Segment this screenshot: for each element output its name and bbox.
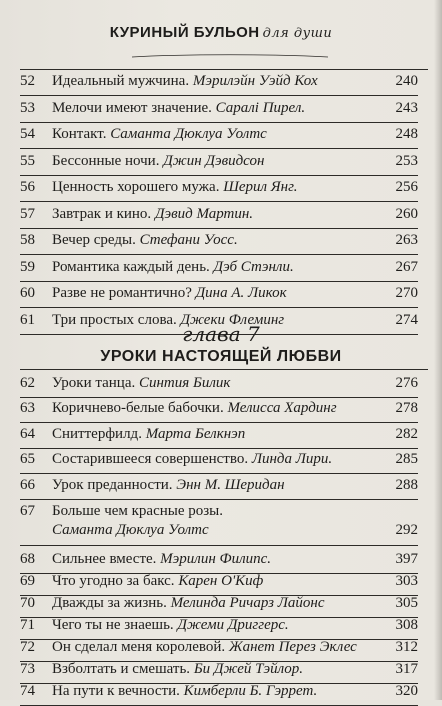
entry-title: Взболтать и смешать.: [52, 661, 191, 677]
entry-title: Он сделал меня королевой.: [52, 639, 226, 655]
toc-entry: [20, 549, 432, 573]
entry-divider: [20, 122, 418, 123]
toc-entry: [20, 398, 432, 422]
entry-text: [52, 615, 289, 635]
entry-title: Урок преданности.: [52, 476, 173, 493]
entry-text: [52, 424, 245, 444]
entry-text: [52, 398, 337, 418]
entry-title: Сильнее вместе.: [52, 551, 157, 567]
entry-author: Дэб Стэнли.: [213, 258, 294, 275]
entry-title: Уроки танца.: [52, 375, 136, 391]
chapter-divider: [20, 369, 428, 370]
entry-text: [52, 283, 287, 303]
entry-number: 60: [20, 285, 35, 301]
chapter-label: глава 7: [182, 322, 260, 346]
entry-text: [52, 637, 357, 657]
toc-entry: [20, 637, 432, 661]
entry-page-number: 308: [395, 617, 418, 633]
entry-title: Коричнево-белые бабочки.: [52, 400, 224, 417]
entry-divider: [20, 95, 418, 96]
entry-page-number: 253: [395, 152, 418, 169]
toc-entry: [20, 571, 432, 595]
toc-entry: [20, 71, 432, 95]
entry-divider: [20, 307, 418, 308]
entry-number: 56: [20, 179, 35, 195]
toc-entry: [20, 204, 432, 228]
entry-title: Дважды за жизнь.: [52, 595, 167, 611]
entry-text: [52, 501, 223, 521]
entry-author: Джин Дэвидсон: [163, 152, 265, 169]
toc-entry: [20, 501, 432, 545]
entry-author: Марта Белкнэп: [145, 425, 246, 442]
entry-title: Больше чем красные розы.: [52, 503, 224, 519]
toc-entry: [20, 177, 432, 201]
toc-entry: [20, 257, 432, 281]
entry-page-number: 267: [395, 258, 418, 275]
entry-text: [52, 204, 253, 224]
entry-page-number: 270: [395, 285, 418, 301]
entry-page-number: 397: [395, 551, 418, 567]
entry-author: Мелинда Ричарз Лайонс: [170, 595, 325, 611]
toc-entry: [20, 681, 432, 705]
entry-title: Ценность хорошего мужа.: [52, 179, 220, 195]
entry-text: [52, 659, 303, 679]
entry-number: 66: [20, 476, 35, 493]
entry-page-number: 256: [395, 179, 418, 195]
entry-author: Джеки Флеминг: [180, 311, 285, 328]
entry-text: [52, 230, 238, 250]
entry-page-number: 288: [395, 476, 418, 493]
entry-text: [52, 449, 332, 469]
toc-entry: [20, 449, 432, 473]
entry-page-number: 278: [395, 400, 418, 417]
entry-number: 63: [20, 400, 35, 417]
entry-author: Дэвид Мартин.: [154, 205, 254, 222]
entry-author: Саралі Пирел.: [215, 99, 306, 116]
entry-title: Разве не романтично?: [52, 285, 192, 301]
entry-text: [52, 681, 317, 701]
entry-number: 62: [20, 375, 35, 391]
header-ornament: [130, 52, 330, 60]
entry-title: Романтика каждый день.: [52, 258, 210, 275]
entry-page-number: 260: [395, 205, 418, 222]
entry-divider: [20, 201, 418, 202]
entry-title: Идеальный мужчина.: [52, 73, 190, 89]
entry-text: [52, 549, 271, 569]
entry-text: [52, 571, 263, 591]
toc-entry: [20, 283, 432, 307]
entry-page-number: 303: [395, 573, 418, 589]
entry-page-number: 248: [395, 126, 418, 142]
entry-text: [52, 373, 230, 393]
entry-number: 67: [20, 503, 35, 519]
entry-number: 74: [20, 683, 35, 699]
entry-title: Сниттерфилд.: [52, 425, 142, 442]
entry-author: Синтия Билик: [138, 375, 231, 391]
entry-number: 53: [20, 99, 35, 116]
toc-entry: [20, 593, 432, 617]
entry-author: Карен О'Киф: [178, 573, 264, 589]
entry-text: [52, 177, 298, 197]
entry-number: 52: [20, 73, 35, 89]
entry-divider: [20, 281, 418, 282]
toc-entry: [20, 230, 432, 254]
entry-divider: [20, 175, 418, 176]
entry-divider: [20, 228, 418, 229]
entry-number: 55: [20, 152, 35, 169]
entry-text: [52, 151, 264, 171]
entry-page-number: 243: [395, 99, 418, 116]
entry-author: Линда Лири.: [251, 451, 333, 468]
entry-title: Что угодно за бакс.: [52, 573, 175, 589]
entry-author: Мэрилэйн Уэйд Кох: [192, 73, 318, 89]
toc-entry: [20, 475, 432, 499]
toc-entry: [20, 98, 432, 122]
entry-text: [52, 71, 318, 91]
entry-number: 59: [20, 258, 35, 275]
entry-page-number: 320: [395, 683, 418, 699]
entry-divider: [20, 545, 418, 546]
entry-page-number: 240: [395, 73, 418, 89]
toc-entry: [20, 124, 432, 148]
header-title: КУРИНЫЙ БУЛЬОН: [109, 24, 260, 41]
entry-title: Мелочи имеют значение.: [52, 99, 212, 116]
entry-title: Три простых слова.: [52, 311, 177, 328]
top-divider: [20, 69, 428, 70]
entry-number: 57: [20, 205, 35, 222]
entry-title: Контакт.: [52, 126, 107, 142]
entry-page-number: 285: [395, 451, 418, 468]
entry-author: Стефани Уосс.: [139, 232, 238, 248]
entry-author: Мэрилин Филипс.: [160, 551, 272, 567]
entry-number: 68: [20, 551, 35, 567]
entry-author: Кимберли Б. Гэррет.: [183, 683, 318, 699]
toc-entry: [20, 424, 432, 448]
entry-page-number: 317: [395, 661, 418, 677]
entry-text: [52, 475, 285, 495]
entry-number: 72: [20, 639, 35, 655]
entry-title: Завтрак и кино.: [52, 205, 152, 222]
entry-divider: [20, 254, 418, 255]
toc-entry: [20, 659, 432, 683]
toc-entry: [20, 373, 432, 397]
entry-page-number: 276: [395, 375, 418, 391]
entry-number: 71: [20, 617, 35, 633]
running-header: [0, 24, 442, 41]
toc-entry: [20, 151, 432, 175]
entry-title: Бессонные ночи.: [52, 152, 160, 169]
entry-author: Саманта Дюклуа Уолтс: [52, 522, 209, 538]
header-script: для души: [262, 26, 333, 41]
entry-number: 64: [20, 425, 35, 442]
entry-author: Шерил Янг.: [223, 179, 298, 195]
entry-text-line2: [52, 520, 209, 540]
toc-entry: [20, 615, 432, 639]
entry-page-number: 274: [395, 311, 418, 328]
entry-author: Мелисса Хардинг: [227, 400, 337, 417]
entry-number: 70: [20, 595, 35, 611]
entry-text: [52, 593, 325, 613]
entry-page-number: 263: [395, 232, 418, 248]
entry-page-number: 305: [395, 595, 418, 611]
entry-author: Жанет Перез Эклес: [228, 639, 357, 655]
entry-title: Состарившееся совершенство.: [52, 451, 249, 468]
entry-author: Би Джей Тэйлор.: [193, 661, 304, 677]
page-edge-shadow: [434, 0, 442, 700]
entry-author: Саманта Дюклуа Уолтс: [110, 126, 267, 142]
entry-number: 54: [20, 126, 35, 142]
entry-author: Дина А. Ликок: [195, 285, 287, 301]
entry-number: 61: [20, 311, 35, 328]
entry-text: [52, 124, 267, 144]
entry-number: 73: [20, 661, 35, 677]
entry-text: [52, 257, 294, 277]
entry-author: Энн М. Шеридан: [176, 476, 285, 493]
entry-page-number: 292: [395, 522, 418, 538]
entry-author: Джеми Дриггерс.: [177, 617, 289, 633]
entry-title: На пути к вечности.: [52, 683, 180, 699]
entry-divider: [20, 148, 418, 149]
entry-divider: [20, 499, 418, 500]
entry-title: Чего ты не знаешь.: [52, 617, 174, 633]
chapter-title: УРОКИ НАСТОЯЩЕЙ ЛЮБВИ: [100, 348, 342, 365]
entry-text: [52, 98, 305, 118]
entry-number: 65: [20, 451, 35, 468]
entry-number: 58: [20, 232, 35, 248]
entry-page-number: 312: [395, 639, 418, 655]
entry-title: Вечер среды.: [52, 232, 136, 248]
entry-page-number: 282: [395, 425, 418, 442]
entry-number: 69: [20, 573, 35, 589]
